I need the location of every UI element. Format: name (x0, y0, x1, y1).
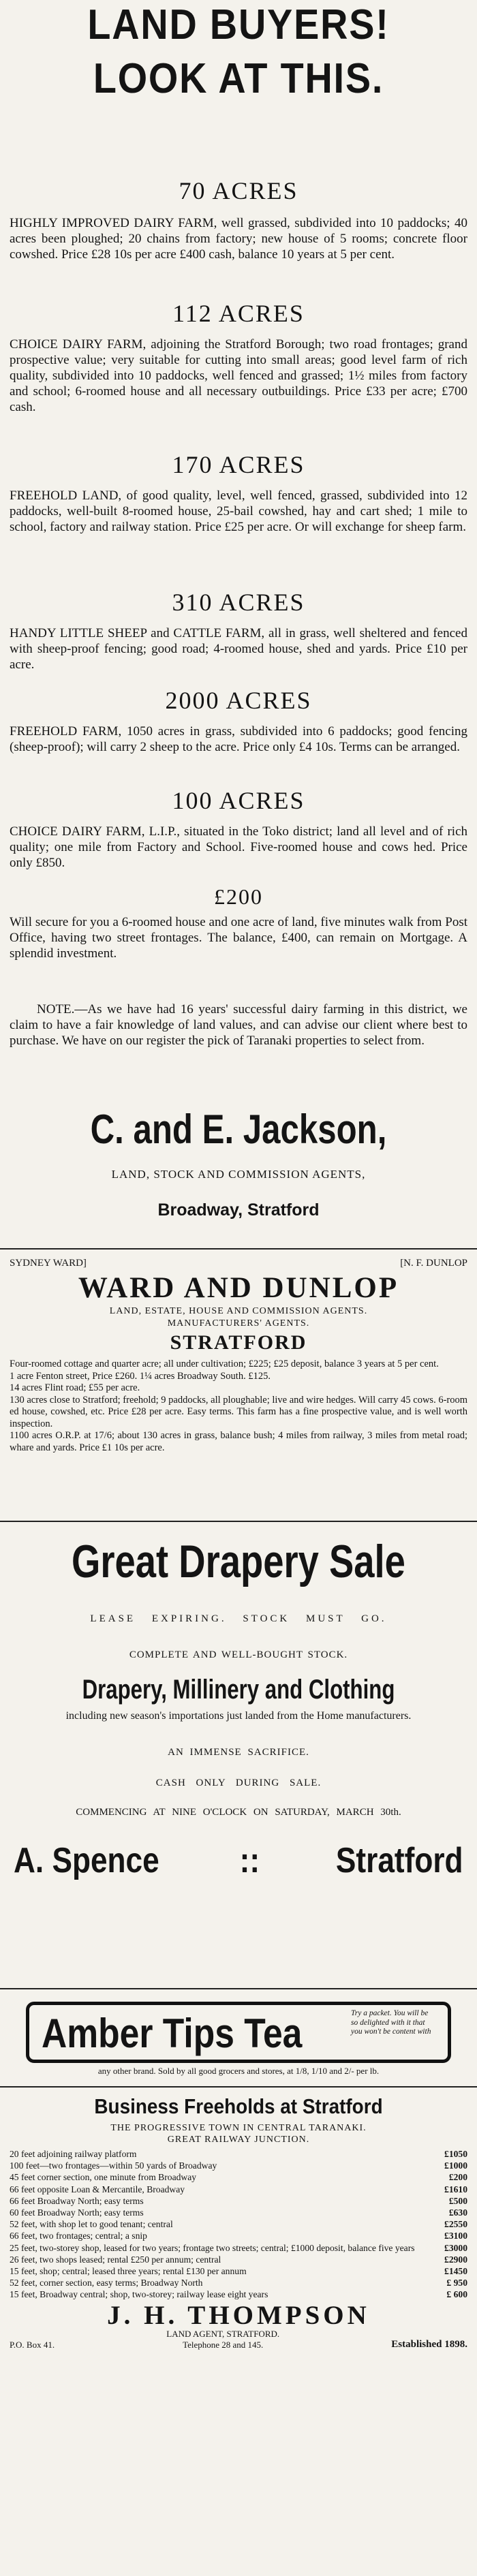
divider (0, 1248, 477, 1250)
land-agent-line: LAND AGENT, STRATFORD. (166, 2328, 280, 2339)
listing-heading: 310 ACRES (172, 589, 305, 616)
list-item: 52 feet, corner section, easy terms; Broadway North £ 950 (10, 2278, 467, 2288)
list-item: 66 feet, two frontages; central; a snip £3100 (10, 2231, 467, 2241)
complete-stock-line: COMPLETE AND WELL-BOUGHT STOCK. (129, 1649, 348, 1660)
listing-body: FREEHOLD FARM, 1050 acres in grass, subdivided into 6 paddocks; good fencing (sheep-proof); will carry 2 sheep to the acre. Price only £4 10s. Terms can be arranged. (10, 724, 467, 754)
list-item: 130 acres close to Stratford; freehold; 9 paddocks, all ploughable; live and wire hedges. Will carry 45 cows. 6-room ed house, cowshed, etc. Price £28 per acre. Easy terms. This farm has a fine prospective value, and is well worth inspection. (10, 1394, 467, 1429)
amber-tips-footer: any other brand. Sold by all good grocers and stores, at 1/8, 1/10 and 2/- per lb. (97, 2066, 380, 2076)
list-item: 20 feet adjoining railway platform £1050 (10, 2149, 467, 2159)
divider (0, 1988, 477, 1989)
ward-town: STRATFORD (170, 1331, 307, 1354)
jackson-advert (10, 1, 467, 120)
note-text: NOTE.—As we have had 16 years' successful dairy farming in this district, we claim to have a fair knowledge of land values, and can advise our client where best to purchase. We have on our register the pick of Taranaki properties to select from. (10, 1002, 467, 1048)
ward-dunlop-advert (10, 1258, 467, 1454)
spence-signature (10, 1843, 467, 1878)
firm-description: LAND, STOCK AND COMMISSION AGENTS, (111, 1168, 366, 1181)
ward-subtitle-1: LAND, ESTATE, HOUSE AND COMMISSION AGENTS. (109, 1306, 368, 1316)
thompson-footer (10, 2329, 467, 2350)
lease-expiring-line: LEASE EXPIRING. STOCK MUST GO. (90, 1613, 387, 1624)
cash-line: CASH ONLY DURING SALE. (155, 1778, 322, 1788)
firm-name: C. and E. Jackson, (90, 1106, 387, 1152)
list-item: 45 feet corner section, one minute from Broadway £200 (10, 2172, 467, 2183)
headline-land-buyers: LAND BUYERS! (87, 1, 390, 48)
listing-70-acres (10, 179, 467, 262)
commencing-line: COMMENCING AT NINE O'CLOCK ON SATURDAY, MARCH 30th. (76, 1807, 401, 1818)
freehold-listings (10, 2148, 467, 2301)
established-line: Established 1898. (391, 2338, 467, 2350)
amber-tips-title: Amber Tips Tea (42, 2011, 303, 2056)
listing-heading: 100 ACRES (172, 787, 305, 814)
listing-2000-acres (10, 688, 467, 755)
listing-body: FREEHOLD LAND, of good quality, level, well fenced, grassed, subdivided into 12 paddocks, well-built 8-roomed house, 25-bail cowshed, hay and cart shed; 1 mile to school, factory and railway station. Price £25 per acre. Or will exchange for sheep farm. (10, 488, 467, 534)
list-item: 1 acre Fenton street, Price £260. 1¼ acres Broadway South. £125. (10, 1370, 271, 1382)
list-item: Four-roomed cottage and quarter acre; all under cultivation; £225; £25 deposit, balance 3 years at 5 per cent. (10, 1359, 439, 1369)
thompson-subtitle-1: THE PROGRESSIVE TOWN IN CENTRAL TARANAKI. (110, 2123, 367, 2133)
telephone-line: Telephone 28 and 145. (183, 2339, 264, 2350)
drapery-advert (10, 1538, 467, 1878)
partner-names (10, 1258, 467, 1269)
spence-name: A. Spence (14, 1841, 159, 1880)
listing-body: HANDY LITTLE SHEEP and CATTLE FARM, all in grass, well sheltered and fenced with sheep-proof fencing; good road; 4-roomed house, shed and yards. Price £10 per acre. (10, 626, 467, 672)
drapery-title: Great Drapery Sale (72, 1536, 405, 1587)
list-item: 100 feet—two frontages—within 50 yards of Broadway £1000 (10, 2160, 467, 2171)
listing-170-acres (10, 452, 467, 535)
listing-body: Will secure for you a 6-roomed house and one acre of land, five minutes walk from Post Office, having two street frontages. The balance, £400, can remain on Mortgage. A splendid investment. (10, 915, 467, 961)
listing-100-acres (10, 788, 467, 871)
list-item: 1100 acres O.R.P. at 17/6; about 130 acres in grass, balance bush; 4 miles from railway, 3 miles from metal road; whare and yards. Price £1 10s per acre. (10, 1430, 467, 1453)
list-item: 66 feet Broadway North; easy terms £500 (10, 2195, 467, 2206)
divider (0, 2086, 477, 2088)
ward-subtitle-2: MANUFACTURERS' AGENTS. (167, 1318, 310, 1329)
listing-heading: £200 (214, 884, 263, 909)
thompson-name: J. H. THOMPSON (107, 2300, 370, 2330)
thompson-subtitle-2: GREAT RAILWAY JUNCTION. (167, 2135, 310, 2145)
listing-310-acres (10, 590, 467, 672)
firm-address: Broadway, Stratford (157, 1200, 320, 1220)
list-item: 52 feet, with shop let to good tenant; central £2550 (10, 2219, 467, 2230)
list-item: 26 feet, two shops leased; rental £250 per annum; central £2900 (10, 2254, 467, 2265)
listing-body: HIGHLY IMPROVED DAIRY FARM, well grassed, subdivided into 10 paddocks; 40 acres been ploughed; 20 chains from factory; new house of 5 rooms; concrete floor cowshed. Price £28 10s per acre £400 cash, balance 10 years at 5 per cent. (10, 216, 467, 262)
amber-tips-side-text: Try a packet. You will be so delighted with it that you won't be content with (351, 2009, 431, 2036)
listing-body: CHOICE DAIRY FARM, adjoining the Stratford Borough; two road frontages; grand prospective value; very suitable for cutting into small areas; good level farm of rich quality, subdivided into 10 paddocks, well fenced and grassed; 1½ miles from factory and school; 6-roomed house and all necessary outbuildings. Price £33 per acre; £700 cash. (10, 337, 467, 414)
ward-listings (10, 1359, 467, 1454)
listing-heading: 2000 ACRES (165, 687, 312, 714)
list-item: 66 feet opposite Loan & Mercantile, Broadway £1610 (10, 2184, 467, 2194)
list-item: 15 feet, shop; central; leased three years; rental £130 per annum £1450 (10, 2266, 467, 2277)
jackson-note (10, 1002, 467, 1049)
partner-right: [N. F. DUNLOP (400, 1258, 467, 1269)
partner-left: SYDNEY WARD] (10, 1258, 87, 1269)
list-item: 60 feet Broadway North; easy terms £630 (10, 2207, 467, 2218)
list-item: 25 feet, two-storey shop, leased for two years; frontage two streets; central; £1000 deposit, balance five years £3000 (10, 2242, 467, 2253)
spence-town: Stratford (336, 1841, 463, 1880)
sacrifice-line: AN IMMENSE SACRIFICE. (168, 1747, 309, 1758)
po-box: P.O. Box 41. (10, 2339, 55, 2350)
including-line: including new season's importations just landed from the Home manufacturers. (65, 1710, 412, 1722)
amber-tips-box (26, 2002, 451, 2063)
ward-dunlop-title: WARD AND DUNLOP (78, 1272, 399, 1304)
thompson-advert (10, 2096, 467, 2350)
business-freeholds-title: Business Freeholds at Stratford (94, 2094, 383, 2118)
jackson-firm (10, 1106, 467, 1220)
spence-separator: :: (239, 1841, 260, 1880)
drapery-subtitle: Drapery, Millinery and Clothing (82, 1675, 395, 1705)
list-item: 15 feet, Broadway central; shop, two-storey; railway lease eight years £ 600 (10, 2289, 467, 2300)
thompson-agent-block (166, 2329, 279, 2350)
listing-heading: 70 ACRES (179, 177, 298, 204)
listing-200-pounds (10, 886, 467, 961)
listing-body: CHOICE DAIRY FARM, L.I.P., situated in the Toko district; land all level and of rich quality; one mile from Factory and School. Five-roomed house and cows hed. Price only £850. (10, 824, 467, 870)
divider (0, 1521, 477, 1522)
listing-heading: 170 ACRES (172, 451, 305, 478)
headline-look-at-this: LOOK AT THIS. (93, 55, 384, 102)
list-item: 14 acres Flint road; £55 per acre. (10, 1382, 140, 1393)
listing-112-acres (10, 301, 467, 415)
listing-heading: 112 ACRES (172, 300, 305, 327)
